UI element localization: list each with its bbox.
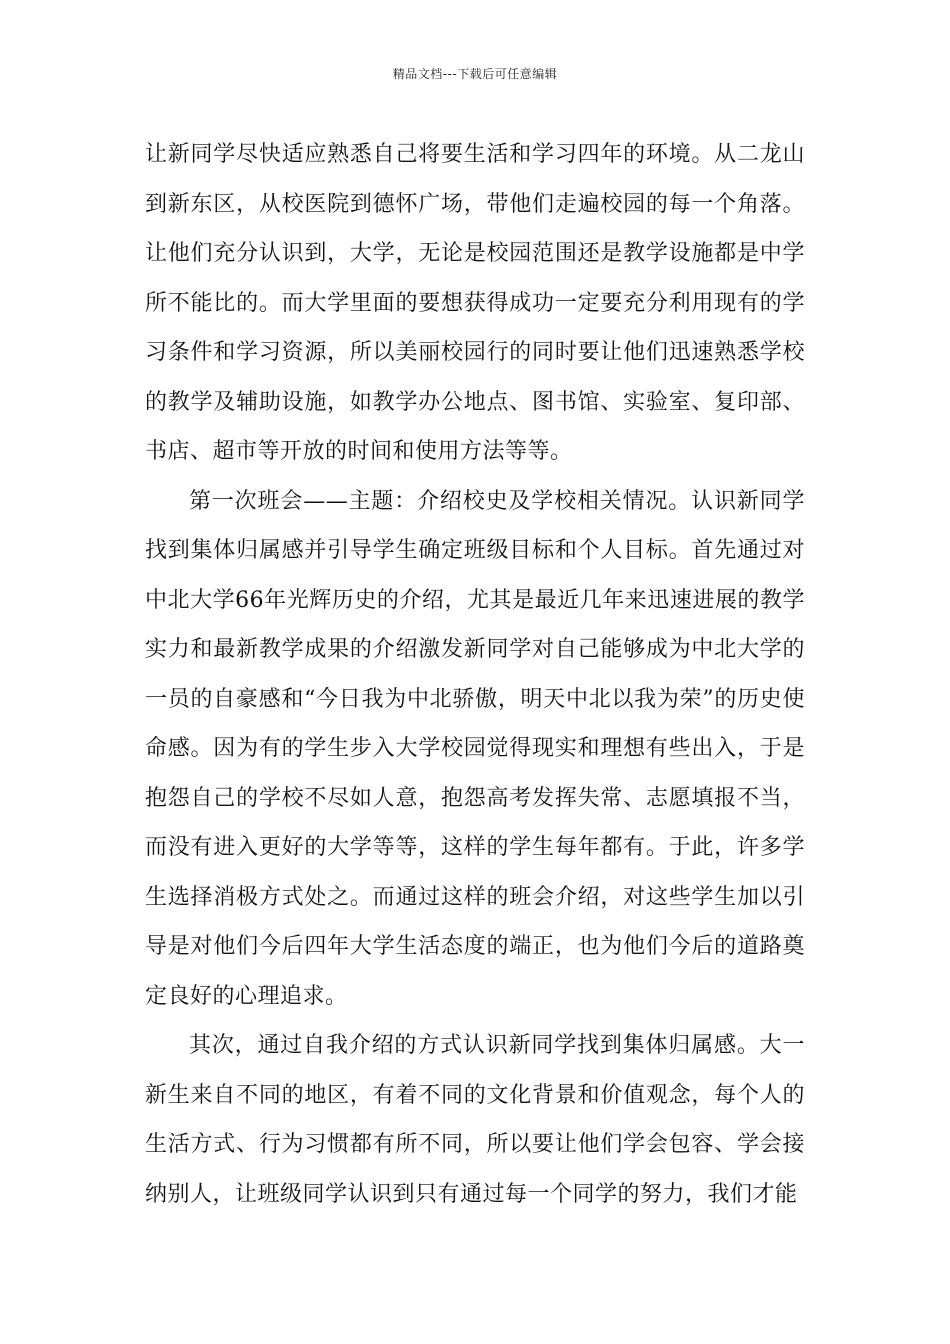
paragraph-first-class-meeting: 第一次班会——主题：介绍校史及学校相关情况。认识新同学找到集体归属感并引导学生确定班级目标和个人目标。首先通过对中北大学66年光辉历史的介绍，尤其是最近几年来迅速进展的教学实力和最新教学成果的介绍激发新同学对自己能够成为中北大学的一员的自豪感和“今日我为中北骄傲，明天中北以我为荣”的历史使命感。因为有的学生步入大学校园觉得现实和理想有些出入，于是抱怨自己的学校不尽如人意，抱怨高考发挥失常、志愿填报不当，而没有进入更好的大学等等，这样的学生每年都有。于此，许多学生选择消极方式处之。而通过这样的班会介绍，对这些学生加以引导是对他们今后四年大学生活态度的端正，也为他们今后的道路奠定良好的心理追求。: [145, 488, 805, 1009]
body-text: [145, 130, 805, 1219]
paragraph-campus-tour: 让新同学尽快适应熟悉自己将要生活和学习四年的环境。从二龙山到新东区，从校医院到德怀广场，带他们走遍校园的每一个角落。让他们充分认识到，大学，无论是校园范围还是教学设施都是中学所不能比的。而大学里面的要想获得成功一定要充分利用现有的学习条件和学习资源，所以美丽校园行的同时要让他们迅速熟悉学校的教学及辅助设施，如教学办公地点、图书馆、实验室、复印部、书店、超市等开放的时间和使用方法等等。: [145, 142, 805, 464]
paragraph-self-introduction: 其次，通过自我介绍的方式认识新同学找到集体归属感。大一新生来自不同的地区，有着不同的文化背景和价值观念，每个人的生活方式、行为习惯都有所不同，所以要让他们学会包容、学会接纳别人，让班级同学认识到只有通过每一个同学的努力，我们才能: [145, 1033, 805, 1207]
running-header: 精品文档---下载后可任意编辑: [392, 67, 558, 81]
